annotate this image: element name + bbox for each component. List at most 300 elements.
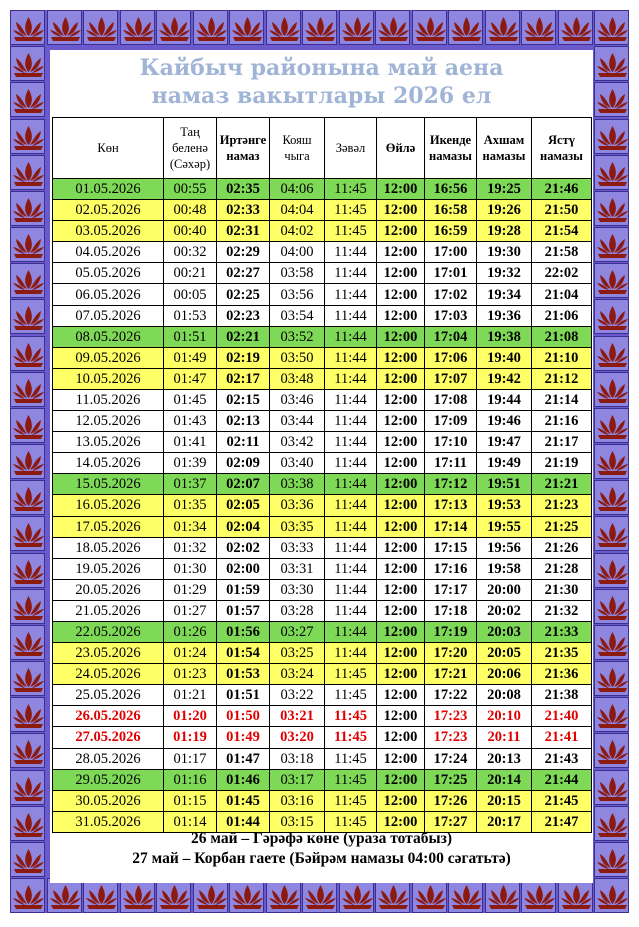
time-cell: 17:09 bbox=[425, 411, 477, 432]
time-cell: 21:36 bbox=[532, 664, 592, 685]
time-cell: 21:10 bbox=[532, 347, 592, 368]
time-cell: 02:00 bbox=[217, 558, 270, 579]
time-cell: 01:50 bbox=[217, 706, 270, 727]
time-cell: 12:00 bbox=[377, 558, 425, 579]
lotus-ornament-icon bbox=[10, 155, 45, 190]
lotus-ornament-icon bbox=[229, 878, 264, 913]
date-cell: 20.05.2026 bbox=[53, 579, 164, 600]
date-cell: 05.05.2026 bbox=[53, 263, 164, 284]
time-cell: 17:14 bbox=[425, 516, 477, 537]
lotus-ornament-icon bbox=[83, 878, 118, 913]
note-kurban: 27 май – Корбан гаете (Бәйрәм намазы 04:00 сәгатьтә) bbox=[132, 850, 511, 867]
time-cell: 20:05 bbox=[477, 643, 532, 664]
time-cell: 03:17 bbox=[270, 769, 325, 790]
time-cell: 01:43 bbox=[164, 411, 217, 432]
lotus-ornament-icon bbox=[594, 46, 629, 81]
time-cell: 12:00 bbox=[377, 474, 425, 495]
lotus-ornament-icon bbox=[594, 444, 629, 479]
lotus-ornament-icon bbox=[594, 589, 629, 624]
header-day: Көн bbox=[53, 118, 164, 179]
time-cell: 21:32 bbox=[532, 600, 592, 621]
title-line-1: Кайбыч районына май аена bbox=[139, 55, 504, 81]
time-cell: 21:43 bbox=[532, 748, 592, 769]
time-cell: 11:44 bbox=[325, 495, 377, 516]
time-cell: 12:00 bbox=[377, 769, 425, 790]
time-cell: 01:41 bbox=[164, 432, 217, 453]
lotus-ornament-icon bbox=[594, 878, 629, 913]
time-cell: 11:45 bbox=[325, 179, 377, 200]
time-cell: 03:54 bbox=[270, 305, 325, 326]
table-row bbox=[53, 389, 592, 410]
time-cell: 01:54 bbox=[217, 643, 270, 664]
date-cell: 31.05.2026 bbox=[53, 811, 164, 832]
lotus-ornament-icon bbox=[10, 191, 45, 226]
time-cell: 19:49 bbox=[477, 453, 532, 474]
time-cell: 21:28 bbox=[532, 558, 592, 579]
time-cell: 11:44 bbox=[325, 643, 377, 664]
time-cell: 16:56 bbox=[425, 179, 477, 200]
time-cell: 12:00 bbox=[377, 537, 425, 558]
time-cell: 12:00 bbox=[377, 179, 425, 200]
lotus-ornament-icon bbox=[266, 878, 301, 913]
table-row bbox=[53, 474, 592, 495]
time-cell: 17:25 bbox=[425, 769, 477, 790]
time-cell: 11:45 bbox=[325, 790, 377, 811]
time-cell: 00:55 bbox=[164, 179, 217, 200]
table-row bbox=[53, 263, 592, 284]
time-cell: 20:02 bbox=[477, 600, 532, 621]
time-cell: 19:51 bbox=[477, 474, 532, 495]
date-cell: 12.05.2026 bbox=[53, 411, 164, 432]
lotus-ornament-icon bbox=[10, 553, 45, 588]
date-cell: 13.05.2026 bbox=[53, 432, 164, 453]
time-cell: 19:38 bbox=[477, 326, 532, 347]
note-arafa: 26 май – Гәрәфә көне (ураза тотабыз) bbox=[191, 830, 452, 847]
time-cell: 20:11 bbox=[477, 727, 532, 748]
table-row bbox=[53, 664, 592, 685]
date-cell: 17.05.2026 bbox=[53, 516, 164, 537]
time-cell: 12:00 bbox=[377, 242, 425, 263]
lotus-ornament-icon bbox=[375, 878, 410, 913]
time-cell: 03:25 bbox=[270, 643, 325, 664]
time-cell: 21:40 bbox=[532, 706, 592, 727]
table-row bbox=[53, 347, 592, 368]
time-cell: 02:21 bbox=[217, 326, 270, 347]
time-cell: 17:19 bbox=[425, 621, 477, 642]
time-cell: 21:46 bbox=[532, 179, 592, 200]
time-cell: 11:44 bbox=[325, 326, 377, 347]
time-cell: 02:23 bbox=[217, 305, 270, 326]
table-row bbox=[53, 727, 592, 748]
time-cell: 02:02 bbox=[217, 537, 270, 558]
time-cell: 01:21 bbox=[164, 685, 217, 706]
prayer-times-table bbox=[52, 117, 592, 833]
time-cell: 11:44 bbox=[325, 305, 377, 326]
time-cell: 21:21 bbox=[532, 474, 592, 495]
time-cell: 03:58 bbox=[270, 263, 325, 284]
time-cell: 01:16 bbox=[164, 769, 217, 790]
lotus-ornament-icon bbox=[10, 516, 45, 551]
time-cell: 21:35 bbox=[532, 643, 592, 664]
time-cell: 01:47 bbox=[217, 748, 270, 769]
date-cell: 04.05.2026 bbox=[53, 242, 164, 263]
lotus-ornament-icon bbox=[302, 878, 337, 913]
time-cell: 22:02 bbox=[532, 263, 592, 284]
time-cell: 11:45 bbox=[325, 685, 377, 706]
date-cell: 21.05.2026 bbox=[53, 600, 164, 621]
time-cell: 11:45 bbox=[325, 811, 377, 832]
time-cell: 12:00 bbox=[377, 284, 425, 305]
time-cell: 12:00 bbox=[377, 727, 425, 748]
time-cell: 19:46 bbox=[477, 411, 532, 432]
lotus-ornament-icon bbox=[448, 878, 483, 913]
lotus-ornament-icon bbox=[10, 336, 45, 371]
lotus-ornament-icon bbox=[594, 733, 629, 768]
lotus-ornament-icon bbox=[594, 299, 629, 334]
time-cell: 17:20 bbox=[425, 643, 477, 664]
time-cell: 12:00 bbox=[377, 600, 425, 621]
time-cell: 17:22 bbox=[425, 685, 477, 706]
time-cell: 02:33 bbox=[217, 200, 270, 221]
table-row bbox=[53, 706, 592, 727]
lotus-ornament-icon bbox=[10, 733, 45, 768]
lotus-ornament-icon bbox=[120, 878, 155, 913]
lotus-ornament-icon bbox=[10, 625, 45, 660]
table-row bbox=[53, 600, 592, 621]
time-cell: 03:24 bbox=[270, 664, 325, 685]
time-cell: 00:32 bbox=[164, 242, 217, 263]
lotus-ornament-icon bbox=[10, 770, 45, 805]
date-cell: 26.05.2026 bbox=[53, 706, 164, 727]
time-cell: 12:00 bbox=[377, 495, 425, 516]
time-cell: 21:47 bbox=[532, 811, 592, 832]
date-cell: 25.05.2026 bbox=[53, 685, 164, 706]
date-cell: 08.05.2026 bbox=[53, 326, 164, 347]
time-cell: 12:00 bbox=[377, 664, 425, 685]
lotus-ornament-icon bbox=[10, 842, 45, 877]
time-cell: 12:00 bbox=[377, 432, 425, 453]
time-cell: 02:05 bbox=[217, 495, 270, 516]
lotus-ornament-icon bbox=[10, 10, 45, 45]
time-cell: 12:00 bbox=[377, 411, 425, 432]
table-header-row bbox=[53, 118, 592, 179]
date-cell: 18.05.2026 bbox=[53, 537, 164, 558]
lotus-ornament-icon bbox=[10, 46, 45, 81]
time-cell: 01:26 bbox=[164, 621, 217, 642]
time-cell: 01:15 bbox=[164, 790, 217, 811]
table-row bbox=[53, 537, 592, 558]
time-cell: 11:44 bbox=[325, 389, 377, 410]
time-cell: 03:27 bbox=[270, 621, 325, 642]
lotus-ornament-icon bbox=[10, 119, 45, 154]
lotus-ornament-icon bbox=[10, 589, 45, 624]
time-cell: 03:56 bbox=[270, 284, 325, 305]
lotus-ornament-icon bbox=[10, 82, 45, 117]
lotus-ornament-icon bbox=[594, 697, 629, 732]
table-row bbox=[53, 432, 592, 453]
lotus-ornament-icon bbox=[594, 408, 629, 443]
time-cell: 01:23 bbox=[164, 664, 217, 685]
time-cell: 17:21 bbox=[425, 664, 477, 685]
time-cell: 12:00 bbox=[377, 790, 425, 811]
time-cell: 03:50 bbox=[270, 347, 325, 368]
date-cell: 28.05.2026 bbox=[53, 748, 164, 769]
time-cell: 01:34 bbox=[164, 516, 217, 537]
table-row bbox=[53, 643, 592, 664]
time-cell: 21:33 bbox=[532, 621, 592, 642]
lotus-ornament-icon bbox=[10, 480, 45, 515]
time-cell: 11:44 bbox=[325, 368, 377, 389]
time-cell: 19:30 bbox=[477, 242, 532, 263]
lotus-ornament-icon bbox=[10, 299, 45, 334]
page-content bbox=[50, 50, 593, 883]
time-cell: 12:00 bbox=[377, 347, 425, 368]
time-cell: 17:02 bbox=[425, 284, 477, 305]
time-cell: 03:38 bbox=[270, 474, 325, 495]
lotus-ornament-icon bbox=[83, 10, 118, 45]
time-cell: 11:44 bbox=[325, 600, 377, 621]
lotus-ornament-icon bbox=[558, 10, 593, 45]
time-cell: 03:16 bbox=[270, 790, 325, 811]
date-cell: 06.05.2026 bbox=[53, 284, 164, 305]
lotus-ornament-icon bbox=[594, 806, 629, 841]
header-zenith: Зәвәл bbox=[325, 118, 377, 179]
time-cell: 03:15 bbox=[270, 811, 325, 832]
time-cell: 11:44 bbox=[325, 453, 377, 474]
time-cell: 21:54 bbox=[532, 221, 592, 242]
table-row bbox=[53, 411, 592, 432]
time-cell: 01:51 bbox=[164, 326, 217, 347]
time-cell: 11:44 bbox=[325, 284, 377, 305]
time-cell: 01:57 bbox=[217, 600, 270, 621]
time-cell: 02:19 bbox=[217, 347, 270, 368]
lotus-ornament-icon bbox=[10, 878, 45, 913]
time-cell: 17:06 bbox=[425, 347, 477, 368]
time-cell: 01:44 bbox=[217, 811, 270, 832]
lotus-ornament-icon bbox=[266, 10, 301, 45]
lotus-ornament-icon bbox=[594, 263, 629, 298]
time-cell: 21:12 bbox=[532, 368, 592, 389]
lotus-ornament-icon bbox=[339, 10, 374, 45]
time-cell: 19:36 bbox=[477, 305, 532, 326]
time-cell: 01:39 bbox=[164, 453, 217, 474]
lotus-ornament-icon bbox=[120, 10, 155, 45]
date-cell: 27.05.2026 bbox=[53, 727, 164, 748]
table-row bbox=[53, 748, 592, 769]
date-cell: 23.05.2026 bbox=[53, 643, 164, 664]
time-cell: 03:31 bbox=[270, 558, 325, 579]
time-cell: 02:15 bbox=[217, 389, 270, 410]
time-cell: 17:17 bbox=[425, 579, 477, 600]
time-cell: 19:42 bbox=[477, 368, 532, 389]
time-cell: 17:01 bbox=[425, 263, 477, 284]
time-cell: 17:11 bbox=[425, 453, 477, 474]
lotus-ornament-icon bbox=[594, 119, 629, 154]
time-cell: 17:18 bbox=[425, 600, 477, 621]
lotus-ornament-icon bbox=[594, 155, 629, 190]
time-cell: 17:08 bbox=[425, 389, 477, 410]
date-cell: 24.05.2026 bbox=[53, 664, 164, 685]
time-cell: 03:42 bbox=[270, 432, 325, 453]
time-cell: 21:04 bbox=[532, 284, 592, 305]
time-cell: 01:59 bbox=[217, 579, 270, 600]
time-cell: 01:35 bbox=[164, 495, 217, 516]
time-cell: 19:28 bbox=[477, 221, 532, 242]
time-cell: 01:24 bbox=[164, 643, 217, 664]
time-cell: 11:44 bbox=[325, 411, 377, 432]
time-cell: 11:44 bbox=[325, 579, 377, 600]
lotus-ornament-icon bbox=[594, 372, 629, 407]
date-cell: 29.05.2026 bbox=[53, 769, 164, 790]
lotus-ornament-icon bbox=[558, 878, 593, 913]
time-cell: 12:00 bbox=[377, 368, 425, 389]
lotus-ornament-icon bbox=[375, 10, 410, 45]
time-cell: 02:25 bbox=[217, 284, 270, 305]
time-cell: 02:04 bbox=[217, 516, 270, 537]
time-cell: 19:26 bbox=[477, 200, 532, 221]
header-maghrib: Ахшам намазы bbox=[477, 118, 532, 179]
time-cell: 20:14 bbox=[477, 769, 532, 790]
time-cell: 01:53 bbox=[217, 664, 270, 685]
lotus-ornament-icon bbox=[594, 227, 629, 262]
time-cell: 21:08 bbox=[532, 326, 592, 347]
time-cell: 01:45 bbox=[164, 389, 217, 410]
table-row bbox=[53, 685, 592, 706]
time-cell: 02:07 bbox=[217, 474, 270, 495]
time-cell: 02:17 bbox=[217, 368, 270, 389]
time-cell: 21:26 bbox=[532, 537, 592, 558]
time-cell: 01:46 bbox=[217, 769, 270, 790]
time-cell: 11:44 bbox=[325, 537, 377, 558]
time-cell: 03:33 bbox=[270, 537, 325, 558]
lotus-ornament-icon bbox=[156, 10, 191, 45]
header-sunrise: Кояш чыга bbox=[270, 118, 325, 179]
time-cell: 03:35 bbox=[270, 516, 325, 537]
time-cell: 19:56 bbox=[477, 537, 532, 558]
time-cell: 02:35 bbox=[217, 179, 270, 200]
time-cell: 00:05 bbox=[164, 284, 217, 305]
lotus-ornament-icon bbox=[594, 336, 629, 371]
time-cell: 11:44 bbox=[325, 263, 377, 284]
time-cell: 11:45 bbox=[325, 748, 377, 769]
time-cell: 12:00 bbox=[377, 326, 425, 347]
lotus-ornament-icon bbox=[521, 10, 556, 45]
time-cell: 12:00 bbox=[377, 453, 425, 474]
lotus-ornament-icon bbox=[10, 661, 45, 696]
time-cell: 17:24 bbox=[425, 748, 477, 769]
time-cell: 03:44 bbox=[270, 411, 325, 432]
time-cell: 11:44 bbox=[325, 474, 377, 495]
time-cell: 21:23 bbox=[532, 495, 592, 516]
time-cell: 02:13 bbox=[217, 411, 270, 432]
time-cell: 12:00 bbox=[377, 748, 425, 769]
lotus-ornament-icon bbox=[485, 10, 520, 45]
table-row bbox=[53, 368, 592, 389]
time-cell: 17:00 bbox=[425, 242, 477, 263]
time-cell: 03:48 bbox=[270, 368, 325, 389]
time-cell: 11:44 bbox=[325, 242, 377, 263]
header-dhuhr: Өйлә bbox=[377, 118, 425, 179]
time-cell: 19:53 bbox=[477, 495, 532, 516]
lotus-ornament-icon bbox=[47, 878, 82, 913]
time-cell: 01:27 bbox=[164, 600, 217, 621]
time-cell: 20:00 bbox=[477, 579, 532, 600]
time-cell: 21:30 bbox=[532, 579, 592, 600]
time-cell: 17:15 bbox=[425, 537, 477, 558]
time-cell: 01:19 bbox=[164, 727, 217, 748]
time-cell: 11:45 bbox=[325, 727, 377, 748]
time-cell: 01:45 bbox=[217, 790, 270, 811]
time-cell: 12:00 bbox=[377, 221, 425, 242]
time-cell: 02:29 bbox=[217, 242, 270, 263]
time-cell: 11:45 bbox=[325, 221, 377, 242]
lotus-ornament-icon bbox=[10, 263, 45, 298]
time-cell: 11:44 bbox=[325, 621, 377, 642]
time-cell: 17:07 bbox=[425, 368, 477, 389]
date-cell: 01.05.2026 bbox=[53, 179, 164, 200]
lotus-ornament-icon bbox=[193, 878, 228, 913]
ornamental-border bbox=[10, 10, 629, 913]
time-cell: 19:47 bbox=[477, 432, 532, 453]
time-cell: 21:19 bbox=[532, 453, 592, 474]
table-row bbox=[53, 516, 592, 537]
time-cell: 17:13 bbox=[425, 495, 477, 516]
time-cell: 17:10 bbox=[425, 432, 477, 453]
time-cell: 01:53 bbox=[164, 305, 217, 326]
table-row bbox=[53, 790, 592, 811]
time-cell: 20:10 bbox=[477, 706, 532, 727]
time-cell: 16:58 bbox=[425, 200, 477, 221]
time-cell: 01:30 bbox=[164, 558, 217, 579]
time-cell: 11:44 bbox=[325, 516, 377, 537]
date-cell: 14.05.2026 bbox=[53, 453, 164, 474]
table-row bbox=[53, 558, 592, 579]
time-cell: 12:00 bbox=[377, 811, 425, 832]
lotus-ornament-icon bbox=[412, 10, 447, 45]
time-cell: 21:06 bbox=[532, 305, 592, 326]
header-dawn: Таң беленә (Сәхәр) bbox=[164, 118, 217, 179]
time-cell: 01:47 bbox=[164, 368, 217, 389]
time-cell: 00:21 bbox=[164, 263, 217, 284]
time-cell: 20:06 bbox=[477, 664, 532, 685]
time-cell: 02:31 bbox=[217, 221, 270, 242]
lotus-ornament-icon bbox=[448, 10, 483, 45]
lotus-ornament-icon bbox=[412, 878, 447, 913]
time-cell: 03:40 bbox=[270, 453, 325, 474]
time-cell: 19:34 bbox=[477, 284, 532, 305]
time-cell: 16:59 bbox=[425, 221, 477, 242]
time-cell: 03:30 bbox=[270, 579, 325, 600]
time-cell: 02:27 bbox=[217, 263, 270, 284]
table-row bbox=[53, 769, 592, 790]
time-cell: 11:44 bbox=[325, 558, 377, 579]
time-cell: 20:15 bbox=[477, 790, 532, 811]
time-cell: 01:32 bbox=[164, 537, 217, 558]
lotus-ornament-icon bbox=[594, 10, 629, 45]
time-cell: 19:32 bbox=[477, 263, 532, 284]
time-cell: 11:45 bbox=[325, 664, 377, 685]
time-cell: 00:40 bbox=[164, 221, 217, 242]
time-cell: 01:17 bbox=[164, 748, 217, 769]
time-cell: 12:00 bbox=[377, 643, 425, 664]
date-cell: 16.05.2026 bbox=[53, 495, 164, 516]
time-cell: 20:03 bbox=[477, 621, 532, 642]
time-cell: 21:17 bbox=[532, 432, 592, 453]
time-cell: 01:49 bbox=[164, 347, 217, 368]
time-cell: 00:48 bbox=[164, 200, 217, 221]
table-row bbox=[53, 579, 592, 600]
time-cell: 20:13 bbox=[477, 748, 532, 769]
